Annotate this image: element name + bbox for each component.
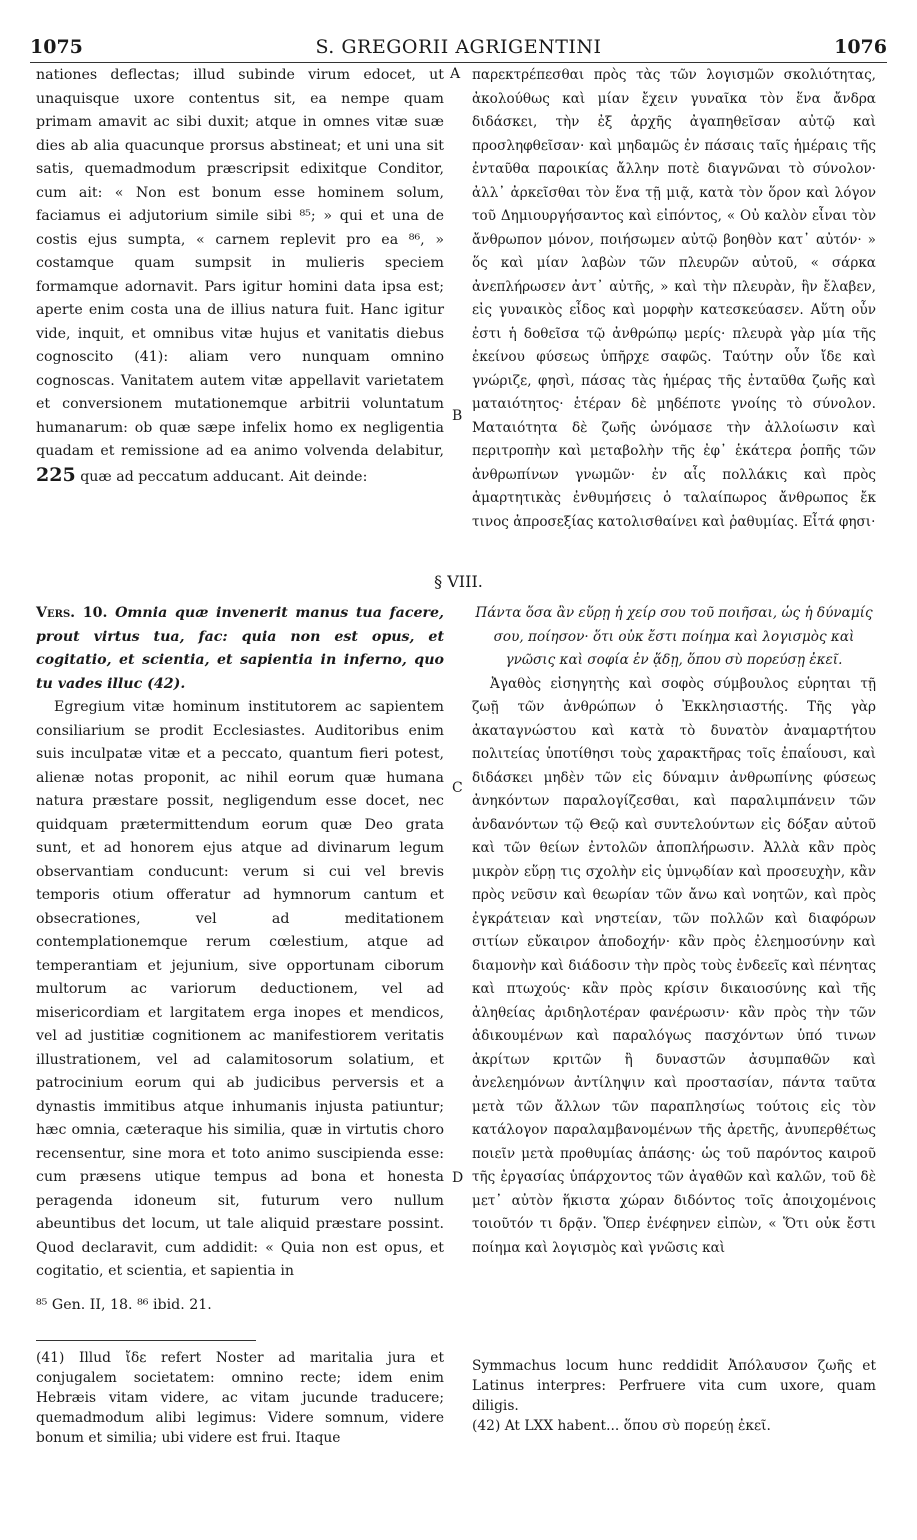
latin-text-end: quæ ad peccatum adducant. Ait deinde: (80, 468, 368, 485)
greek-column-upper (472, 64, 876, 534)
margin-marker-a: A (450, 66, 461, 82)
verse-label: Vers. 10. (36, 605, 108, 621)
section-heading: § VIII. (434, 572, 483, 591)
latin-commentary: Egregium vitæ hominum institutorem ac sapientem consiliarium se prodit Ecclesiastes. Auditoribus enim suis inculpatæ vitæ et a peccato, quantum fieri potest, alienæ notas proponit, ac nihil eorum quæ humana natura præstare possit, negligendum esse docet, nec quidquam prætermittendum eorum quæ Deo grata sunt, et ad honorem ejus atque ad divinarum legum observantiam conducunt: verum si cui vel brevis temporis otium offeratur ad hymnorum cantum et obsecrationes, vel ad meditationem contemplationemque rerum cœlestium, atque ad temperantiam et jejunium, sive opportunam ciborum multorum ac variorum deductionem, vel ad misericordiam et largitatem erga inopes et mendicos, vel ad justitiæ cognitionem ac manifestiorem veritatis illustrationem, vel ad calamitosorum solatium, et patrocinium eorum qui ab judicibus perversis et a dynastis immitibus atque inhumanis injusta patiuntur; hæc omnia, cæteraque his similia, quæ in virtutis choro recensentur, sine mora et toto animo suscipienda esse: cum præsens utique tempus ad bona et honesta peragenda idoneum sit, futurum vero nullum abeuntibus det locum, ut tale aliquid præstare possint. Quod declaravit, cum addidit: « Quia non est opus, et cogitatio, et scientia, et sapientia in (36, 699, 444, 1279)
page-number-right: 1076 (834, 36, 887, 58)
header-rule (30, 62, 887, 63)
footnote-41-cont-text: Symmachus locum hunc reddidit Ἀπόλαυσον ζωῆς et Latinus interpres: Perfruere vita cum uxore, quam diligis. (472, 1358, 876, 1414)
greek-paragraph: παρεκτρέπεσθαι πρὸς τὰς τῶν λογισμῶν σκολιότητας, ἀκολούθως καὶ μίαν ἔχειν γυναῖκα τὸν ἕνα ἄνδρα διδάσκει, τὴν ἐξ ἀρχῆς ἀγαπηθεῖσαν αὐτῷ καὶ προσληφθεῖσαν· καὶ μηδαμῶς ἐν πάσαις ταῖς ἡμέραις τῆς ἐνταῦθα παροικίας ἄλλην ποτὲ διαγνῶναι τὸ σύνολον· ἀλλ᾽ ἀρκεῖσθαι τὸν ἕνα τῇ μιᾷ, κατὰ τὸν ὅρον καὶ λόγον τοῦ Δημιουργήσαντος καὶ εἰπόντος, « Οὐ καλὸν εἶναι τὸν ἄνθρωπον μόνον, ποιήσωμεν αὐτῷ βοηθὸν κατ᾽ αὐτόν· » ὅς καὶ μίαν λαβὼν τῶν πλευρῶν αὐτοῦ, « σάρκα ἀνεπλήρωσεν ἀντ᾽ αὐτῆς, » καὶ τὴν πλευρὰν, ἣν ἔλαβεν, εἰς γυναικὸς εἶδος καὶ μορφὴν κατεσκεύασεν. Αὕτη οὖν ἐστι ἡ δοθεῖσα τῷ ἀνθρώπῳ μερίς· πλευρὰ γὰρ μία τῆς ἐκείνου φύσεως ὑπῆρχε σαφῶς. Ταύτην οὖν ἴδε καὶ γνώριζε, φησὶ, πάσας τὰς ἡμέρας τῆς ἐνταῦθα ζωῆς καὶ ματαιότητος· ἑτέραν δὲ μηδέποτε γνοίης τὸ σύνολον. Ματαιότητα δὲ ζωῆς ὠνόμασε τὴν ἀλλοίωσιν καὶ περιτροπὴν καὶ μεταβολὴν τῆς ἐφ᾽ ἑκάτερα ῥοπῆς τῶν ἀνθρωπίνων γνωμῶν· ἐν αἷς πολλάκις καὶ πρὸς ἁμαρτητικὰς ἐνθυμήσεις ὁ ταλαίπωρος ἄνθρωπος ἔκ τινος ἀπροσεξίας κατολισθαίνει καὶ ῥαθυμίας. Εἶτά φησι· (472, 67, 876, 530)
margin-marker-b: B (452, 408, 463, 424)
footnote-rule (36, 1340, 256, 1341)
latin-column-lower (36, 602, 444, 1317)
footnote-41 (36, 1348, 444, 1448)
greek-commentary: Ἀγαθὸς εἰσηγητὴς καὶ σοφὸς σύμβουλος εὑρηται τῇ ζωῇ τῶν ἀνθρώπων ὁ Ἐκκλησιαστής. Τῆς γὰρ ἀκαταγνώστου καὶ κατὰ τὸ δυνατὸν ἀναμαρτήτου πολιτείας ὑποτίθησι τοὺς χαρακτῆρας τοῖς ἐπαΐουσι, καὶ διδάσκει μηδὲν τῶν εἰς δύναμιν ἀνθρωπίνης φύσεως ἀνηκόντων παραλογίζεσθαι, καὶ παραλιμπάνειν τῶν ἀνδανόντων τῷ Θεῷ καὶ συντελούντων εἰς δόξαν αὐτοῦ καὶ τῶν θείων ἐντολῶν ἀποπλήρωσιν. Ἀλλὰ κἂν πρὸς μικρὸν εὕρῃ τις σχολὴν εἰς ὑμνῳδίαν καὶ προσευχὴν, κἂν πρὸς νεῦσιν καὶ θεωρίαν τῶν ἄνω καὶ νοητῶν, καὶ πρὸς ἐγκράτειαν καὶ νηστείαν, τῶν πολλῶν καὶ διαφόρων σιτίων εὔκαιρον ἀποδοχήν· κἂν πρὸς ἐλεημοσύνην καὶ διαμονὴν καὶ διάδοσιν τὴν πρὸς τοὺς ἐνδεεῖς καὶ πένητας καὶ πτωχούς· κἂν πρὸς κρίσιν δικαιοσύνης καὶ τῆς ἀληθείας ἀριδηλοτέραν φανέρωσιν· κἂν πρὸς τὴν τῶν ἀδικουμένων καὶ παραλόγως πασχόντων ὑπό τινων ἀκρίτων κριτῶν ἢ δυναστῶν ἀσυμπαθῶν καὶ ἀνελεημόνων ἀντίληψιν καὶ προστασίαν, πάντα ταῦτα μετὰ τῶν ἄλλων τῶν παραπλησίως τούτοις εἰς τὸν κατάλογον παραλαμβανομένων τῆς ἀρετῆς, ἀνυπερθέτως ποιεῖν μετὰ προθυμίας ἁπάσης· ὡς τοῦ παρόντος καιροῦ τῆς ἐργασίας ὑπάρχοντος τῶν ἀγαθῶν καὶ καλῶν, τοῦ δὲ μετ᾽ αὐτὸν ἥκιστα χώραν διδόντος τοῖς ἀποιχομένοις τοιοῦτόν τι δρᾷν. Ὅπερ ἐνέφηνεν εἰπὼν, « Ὅτι οὐκ ἔστι ποίημα καὶ λογισμὸς καὶ γνῶσις καὶ (472, 675, 876, 1256)
scripture-refs: ⁸⁵ Gen. II, 18. ⁸⁶ ibid. 21. (36, 1296, 212, 1313)
latin-paragraph (36, 64, 444, 489)
page-number-left: 1075 (30, 36, 83, 58)
margin-marker-c: C (452, 780, 463, 796)
page-header (30, 36, 887, 62)
latin-column-upper (36, 64, 444, 489)
greek-column-lower (472, 602, 876, 1260)
column-number: 225 (36, 463, 76, 486)
greek-verse: Πάντα ὅσα ἂν εὕρῃ ἡ χείρ σου τοῦ ποιῆσαι, ὡς ἡ δύναμίς σου, ποίησον· ὅτι οὐκ ἔστι ποίημα καὶ λογισμὸς καὶ γνῶσις καὶ σοφία ἐν ᾅδῃ, ὅπου σὺ πορεύσῃ ἐκεῖ. (475, 605, 873, 668)
margin-marker-d: D (452, 1170, 464, 1186)
verse-text: Omnia quæ invenerit manus tua facere, prout virtus tua, fac: quia non est opus, et cogitatio, et scientia, et sapientia in inferno, quo tu vades illuc (42). (36, 605, 444, 692)
footnote-41-text: (41) Illud ἴδε refert Noster ad maritalia jura et conjugalem societatem: omnino recte; idem enim Hebræis vitam videre, ac vitam jucunde traducere; quemadmodum alibi legimus: Videre somnum, videre bonum et similia; ubi videre est frui. Itaque (36, 1350, 444, 1446)
running-title: S. GREGORII AGRIGENTINI (315, 36, 602, 58)
latin-text: nationes deflectas; illud subinde virum edocet, ut unaquisque uxore contentus sit, ea nempe quam primam amavit ac sibi duxit; atque in omnes vitæ suæ dies ab alia quacunque prorsus abstineat; et uni una sit satis, quemadmodum præscripsit edixitque Conditor, cum ait: « Non est bonum esse hominem solum, faciamus ei adjutorium simile sibi ⁸⁵; » qui et una de costis ejus sumpta, « carnem replevit pro ea ⁸⁶, » costamque quam sumpsit in mulieris speciem formamque adornavit. Pars igitur homini data ipsa est; aperte enim costa una de illius natura fuit. Hanc igitur vide, inquit, et omnibus vitæ hujus et vanitatis diebus cognoscito (41): aliam vero nunquam omnino cognoscas. Vanitatem autem vitæ appellavit varietatem et conversionem mutationemque arbitrii voluntatum humanarum: ob quæ sæpe infelix homo ex negligentia quadam et remissione ad ea animo volvenda delabitur, (36, 67, 444, 459)
footnote-41-continued (472, 1356, 876, 1436)
footnote-42: (42) At LXX habent... ὅπου σὺ πορεύῃ ἐκεῖ. (472, 1418, 771, 1434)
latin-verse (36, 602, 444, 696)
